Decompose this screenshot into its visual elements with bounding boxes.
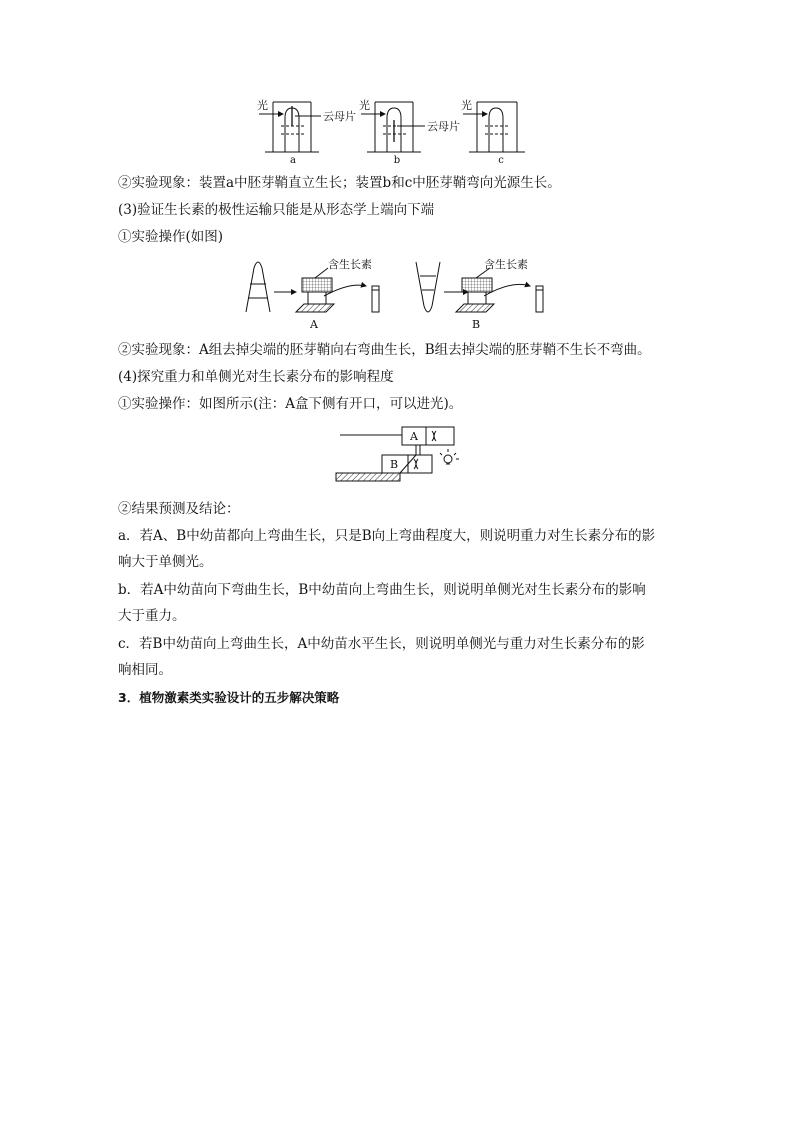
setup-label-b: b xyxy=(393,155,401,166)
setup-a xyxy=(259,102,321,152)
text-line-9: 响大于单侧光。 xyxy=(118,554,213,570)
setup-label-c: c xyxy=(498,155,504,166)
auxin-label-b: 含生长素 xyxy=(484,258,528,271)
text-line-4: ②实验现象：A组去掉尖端的胚芽鞘向右弯曲生长，B组去掉尖端的胚芽鞘不生长不弯曲。 xyxy=(118,342,651,358)
figure-polar-transport xyxy=(240,254,560,334)
group-label-a: A xyxy=(310,318,318,331)
light-label-c: 光 xyxy=(461,99,472,112)
auxin-label-a: 含生长素 xyxy=(328,258,372,271)
figure-gravity-light xyxy=(336,423,466,489)
text-line-13: 响相同。 xyxy=(118,662,172,678)
text-line-11: 大于重力。 xyxy=(118,608,186,624)
text-line-8: a．若A、B中幼苗都向上弯曲生长，只是B向上弯曲程度大，则说明重力对生长素分布的影 xyxy=(118,528,656,544)
setup-c xyxy=(463,102,525,152)
group-label-b: B xyxy=(471,318,481,331)
mica-label-b: 云母片 xyxy=(427,120,460,133)
text-line-5: (4)探究重力和单侧光对生长素分布的影响程度 xyxy=(118,369,394,385)
section-heading: 3．植物激素类实验设计的五步解决策略 xyxy=(118,690,340,705)
text-line-7: ②结果预测及结论： xyxy=(118,501,240,517)
text-line-6: ①实验操作：如图所示(注：A盒下侧有开口，可以进光)。 xyxy=(118,396,463,412)
text-line-2: (3)验证生长素的极性运输只能是从形态学上端向下端 xyxy=(118,202,435,218)
text-line-1: ②实验现象：装置a中胚芽鞘直立生长；装置b和c中胚芽鞘弯向光源生长。 xyxy=(118,175,561,191)
figure-coleoptile-mica xyxy=(255,96,535,166)
light-label-a: 光 xyxy=(257,99,268,112)
setup-label-a: a xyxy=(290,155,296,166)
box-b-label: B xyxy=(389,458,399,471)
light-label-b: 光 xyxy=(359,99,370,112)
text-line-3: ①实验操作(如图) xyxy=(118,229,224,245)
mica-label-a: 云母片 xyxy=(323,110,356,123)
setup-b xyxy=(361,102,425,152)
box-a-label: A xyxy=(410,430,418,443)
lightbulb-icon xyxy=(444,455,452,463)
text-line-10: b．若A中幼苗向下弯曲生长，B中幼苗向上弯曲生长，则说明单侧光对生长素分布的影响 xyxy=(118,582,646,598)
text-line-12: c．若B中幼苗向上弯曲生长，A中幼苗水平生长，则说明单侧光与重力对生长素分布的影 xyxy=(118,636,645,652)
